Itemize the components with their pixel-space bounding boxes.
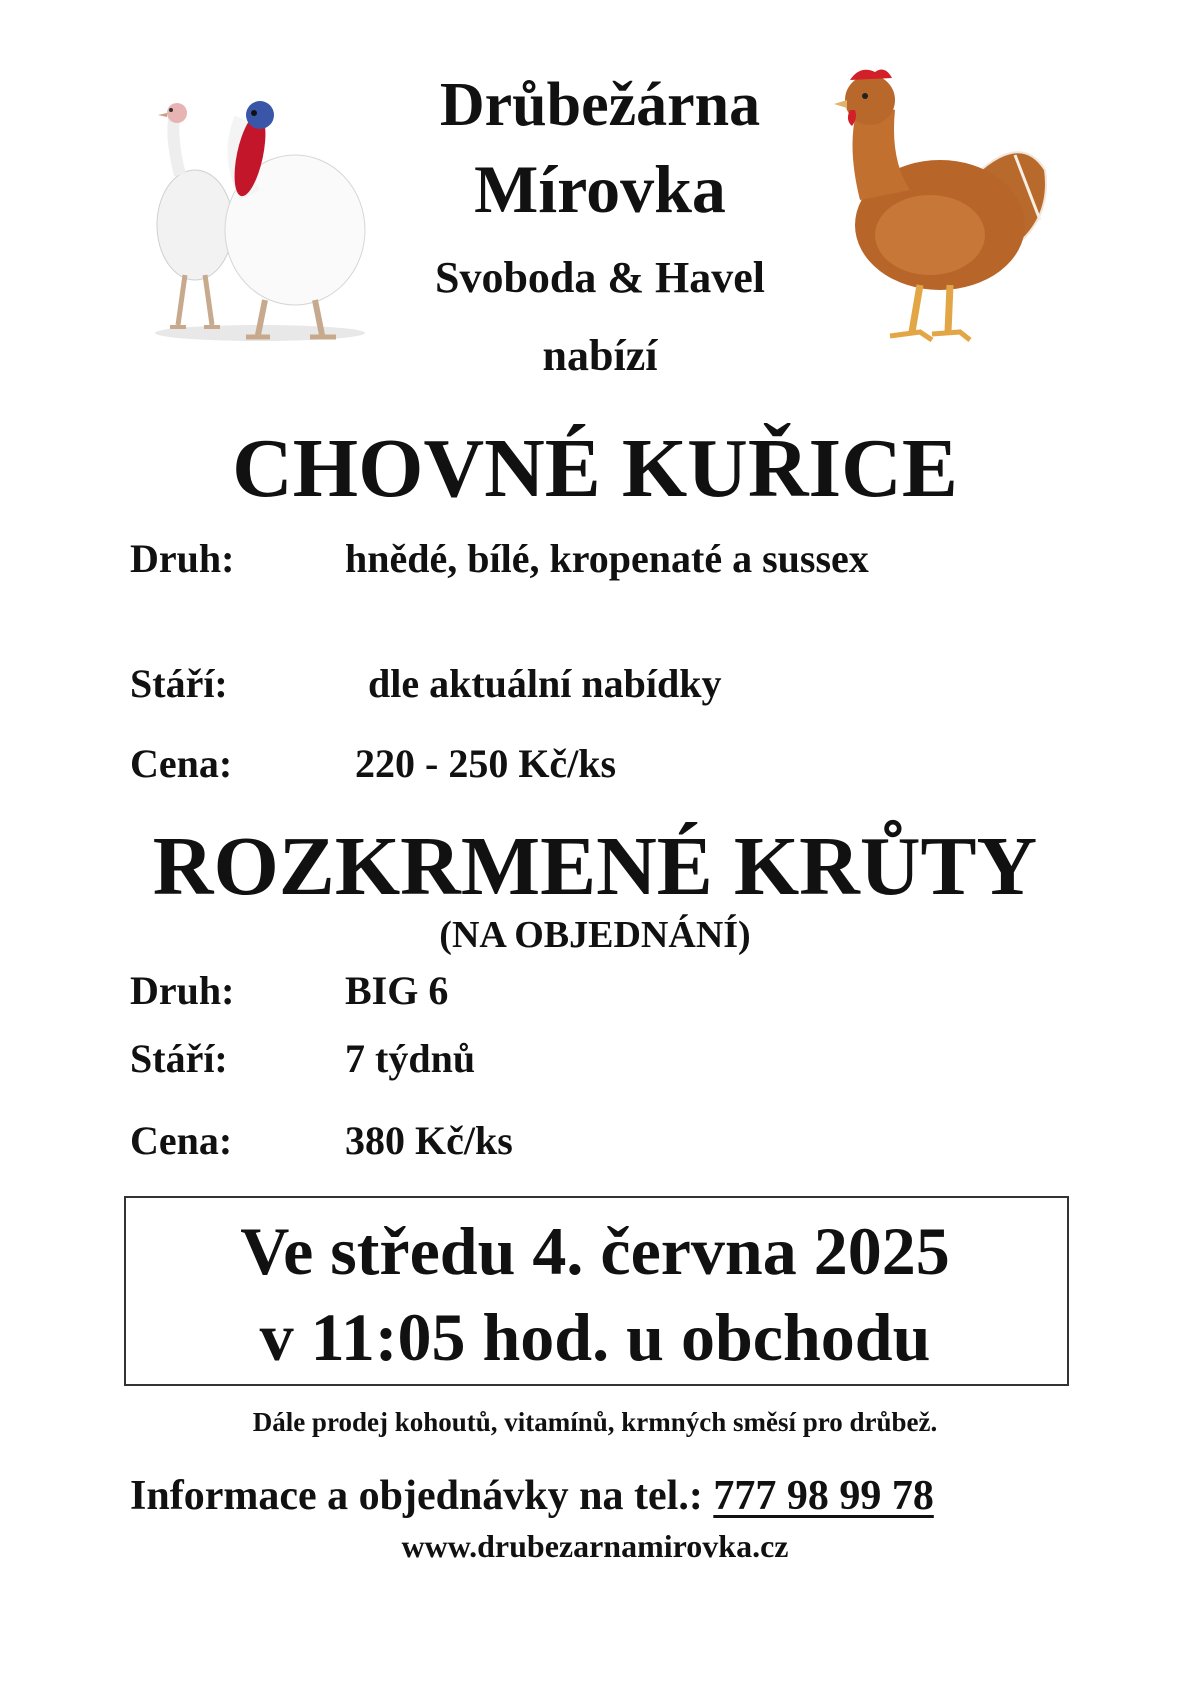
- section2-label-cena: Cena:: [130, 1118, 233, 1163]
- section2-title: ROZKRMENÉ KRŮTY: [152, 820, 1038, 913]
- section2-value-druh: BIG 6: [345, 968, 449, 1013]
- section1-title: CHOVNÉ KUŘICE: [232, 422, 958, 515]
- section1-value-stari: dle aktuální nabídky: [368, 661, 722, 706]
- phone-number[interactable]: 777 98 99 78: [713, 1473, 934, 1519]
- contact-line: [130, 1472, 934, 1520]
- shop-name-line1: Drůbežárna: [439, 71, 761, 139]
- section2-label-druh: Druh:: [130, 968, 235, 1013]
- website-link[interactable]: www.drubezarnamirovka.cz: [401, 1528, 789, 1564]
- section2-value-cena: 380 Kč/ks: [345, 1118, 513, 1163]
- additional-sales-note: Dále prodej kohoutů, vitamínů, krmných směsí pro drůbež.: [252, 1407, 938, 1437]
- section1-label-stari: Stáří:: [130, 661, 228, 706]
- section2-label-stari: Stáří:: [130, 1036, 228, 1081]
- section2-value-stari: 7 týdnů: [345, 1036, 476, 1081]
- section1-value-cena: 220 - 250 Kč/ks: [355, 741, 617, 786]
- owners: Svoboda & Havel: [434, 253, 766, 302]
- section1-label-cena: Cena:: [130, 741, 233, 786]
- section2-subtitle: (NA OBJEDNÁNÍ): [439, 914, 751, 956]
- shop-name-line2: Mírovka: [474, 151, 726, 227]
- section1-label-druh: Druh:: [130, 536, 235, 581]
- event-date: Ve středu 4. června 2025: [240, 1213, 950, 1289]
- event-time-place: v 11:05 hod. u obchodu: [259, 1299, 931, 1375]
- section1-value-druh: hnědé, bílé, kropenaté a sussex: [345, 536, 869, 581]
- contact-prefix: Informace a objednávky na tel.:: [130, 1473, 714, 1519]
- offers: nabízí: [542, 331, 658, 380]
